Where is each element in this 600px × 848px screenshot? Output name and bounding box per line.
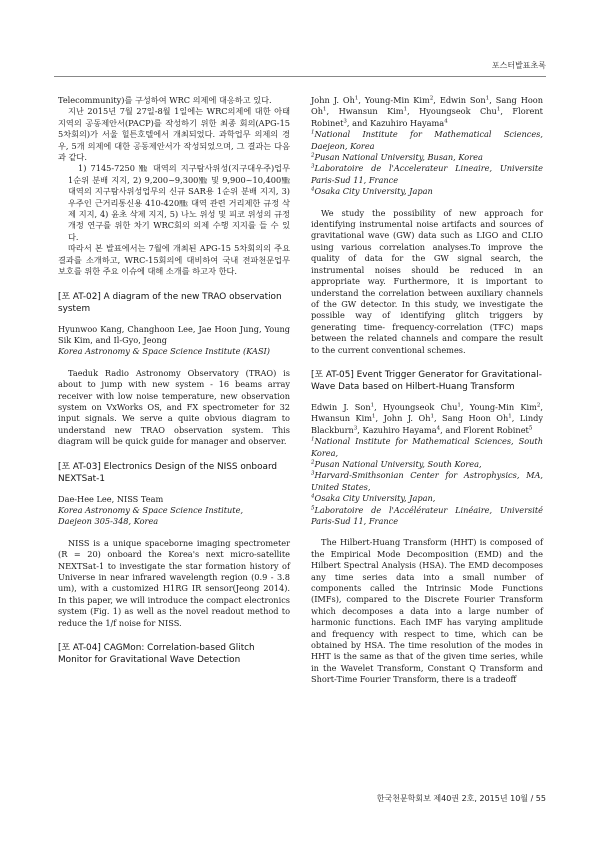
abstract-at03: NISS is a unique spaceborne imaging spectrometer (R = 20) onboard the Korea's next micro-satellite NEXTSat-1 to investigate the star formation history of Universe in near infrared wavelength region (0.9 - 3.8 um), with a customized H1RG IR sensor(Jeong 2014). In this paper, we will introduce the compact electronics system (Fig. 1) as well as the novel readout method to reduce the 1/f noise for NISS. [58, 537, 290, 628]
affiliation-sup: 4 [311, 493, 315, 500]
affiliation-sup: 1 [311, 436, 315, 443]
affiliation-line [311, 505, 543, 528]
author-sup: 3 [343, 118, 347, 125]
affiliation-line [311, 436, 543, 459]
author: and Florent Robinet [445, 424, 529, 435]
affiliation-text: Pusan National University, South Korea, [314, 458, 482, 469]
author-sup: 1 [354, 95, 359, 102]
affiliation-text: Harvard-Smithsonian Center for Astrophysics, MA, United States, [311, 470, 543, 492]
affiliation-line [311, 459, 543, 470]
affiliation-text: Osaka City University, Japan [314, 186, 433, 197]
abstract-title-at05: [포 AT-05] Event Trigger Generator for Gravitational-Wave Data based on Hilbert-Huang Transform [311, 369, 542, 392]
author-sup: 2 [429, 95, 434, 102]
abstract-title-at03: [포 AT-03] Electronics Design of the NISS onboard NEXTSat-1 [58, 461, 278, 484]
affiliation-text: National Institute for Mathematical Sciences, South Korea, [311, 436, 543, 458]
author-sup: 5 [528, 425, 533, 432]
affiliation-at03-line2: Daejeon 305-348, Korea [58, 516, 159, 527]
author: Kazuhiro Hayama [362, 424, 437, 435]
affiliation-at02: Korea Astronomy & Space Science Institute (KASI) [58, 346, 270, 357]
affiliation-line [311, 163, 543, 186]
author: Sang Hoon Oh [311, 95, 543, 117]
affiliation-text: National Institute for Mathematical Sciences, Daejeon, Korea [311, 129, 543, 151]
intro-paragraph-1: Telecommunity)를 구성하여 WRC 의제에 대응하고 있다. [58, 95, 272, 105]
intro-paragraph-2: 지난 2015년 7월 27일-8월 1일에는 WRC의제에 대한 아태지역의 공동제안서(PACP)를 작성하기 위한 최종 회의(APG-15 5차회의)가 서울 힐튼호텔에서 개최되었다. 과학업무 의제의 경우, 5개 의제에 대한 공동제안서가 작성되었으며, 그 결과는 다음과 같다. [58, 106, 290, 163]
authors-at02: Hyunwoo Kang, Changhoon Lee, Jae Hoon Jung, Young Sik Kim, and Il-Gyo, Jeong [58, 323, 290, 345]
author: Florent Robinet [311, 106, 543, 128]
author: Hwansun Kim [311, 413, 373, 424]
author-sup: 1 [430, 413, 434, 420]
affiliation-sup: 2 [311, 152, 315, 159]
affiliation-sup: 3 [311, 470, 315, 477]
author-sup: 2 [536, 402, 541, 409]
author-sup: 1 [508, 413, 512, 420]
author-sup: 1 [485, 95, 490, 102]
author: John J. Oh [311, 95, 355, 105]
authors-at03: Dae-Hee Lee, NISS Team [58, 493, 164, 504]
affiliation-text: Pusan National University, Busan, Korea [314, 152, 483, 163]
author-sup: 1 [403, 106, 408, 113]
affiliation-line [311, 470, 543, 493]
author: Edwin J. Son [311, 401, 371, 412]
intro-agenda-list: 1) 7145-7250 ㎒ 대역의 지구탐사위성(지구대우주)업무 1순위 분배 지지, 2) 9,200~9,300㎒ 및 9,900~10,400㎒대역의 지구탐사위성업무의 신규 SAR용 1순위 분배 지지, 3) 우주인 근거리통신용 410-420㎒ 대역 관련 거리제한 규정 삭제 지지, 4) 윤초 삭제 지지, 5) 나노 위성 및 피코 위성의 규정개정 연구를 위한 차기 WRC회의 의제 수행 지지를 들 수 있다. [68, 163, 290, 242]
author-sup: 1 [370, 402, 375, 409]
author-sup: 1 [496, 106, 501, 113]
right-column [311, 95, 543, 686]
affiliation-sup: 5 [311, 504, 315, 511]
author: Sang Hoon Oh [442, 413, 509, 424]
page-footer: 한국천문학회보 제40권 2호, 2015년 10월 / 55 [376, 794, 546, 803]
abstract-at05: The Hilbert-Huang Transform (HHT) is composed of the Empirical Mode Decomposition (EMD) and the Hilbert Spectral Analysis (HSA). The EMD decomposes any time series data into a small number of components called the Intrinsic Mode Functions (IMFs), compared to the Discrete Fourier Transform which decomposes a data into a large number of harmonic functions. Each IMF has varying amplitude and frequency with respect to time, which can be obtained by HSA. The time resolution of the modes in HHT is the same as that of the given time series, while in the Wavelet Transform, Constant Q Transform and Short-Time Fourier Transform, there is a tradeoff [311, 537, 543, 685]
affiliation-at03-line1: Korea Astronomy & Space Science Institute, [58, 504, 244, 515]
affiliation-sup: 3 [311, 163, 315, 170]
author-sup: 4 [444, 118, 448, 125]
affiliation-line [311, 493, 543, 504]
affiliation-text: Osaka City University, Japan, [314, 493, 436, 504]
intro-paragraph-3: 따라서 본 발표에서는 7월에 개최된 APG-15 5차회의의 주요 결과를 소개하고, WRC-15회의에 대비하여 국내 전파천문업무 보호를 위한 주요 이슈에 대해 소개를 하고자 한다. [58, 243, 290, 277]
author: Hyoungseok Chu [419, 106, 497, 117]
author: Hyoungseok Chu [382, 401, 458, 412]
abstract-at02: Taeduk Radio Astronomy Observatory (TRAO) is about to jump with new system - 16 beams array receiver with low noise temperature, new observation system on VxWorks OS, and FX spectrometer for 32 input signals. We serve a quite obvious diagram to understand new TRAO observation system. This diagram will be quick guide for manager and observer. [58, 367, 290, 447]
header-divider [54, 76, 546, 77]
section-header-label: 포스터발표초록 [491, 61, 546, 70]
author-sup: 1 [457, 402, 461, 409]
author-sup: 1 [323, 106, 327, 113]
affiliation-text: Laboratoire de l'Accélérateur Linéaire, Université Paris-Sud 11, France [311, 504, 543, 526]
author: Young-Min Kim [364, 95, 430, 105]
author-sup: 3 [353, 425, 358, 432]
left-column [58, 95, 290, 675]
author: John J. Oh [383, 413, 431, 424]
abstract-title-at02: [포 AT-02] A diagram of the new TRAO observation system [58, 291, 282, 314]
affiliation-line [311, 152, 543, 163]
author: Lindy Blackburn [311, 413, 543, 435]
author-sup: 1 [372, 413, 376, 420]
affiliation-sup: 1 [311, 129, 315, 136]
author: Young-Min Kim [469, 401, 537, 412]
affiliation-sup: 2 [311, 459, 315, 466]
abstract-title-at04: [포 AT-04] CAGMon: Correlation-based Glitch Monitor for Gravitational Wave Detection [58, 643, 255, 666]
affiliation-line [311, 186, 543, 197]
authors-at04: John J. Oh$^1$, Young-Min Kim$^2$, Edwin Son$^1$, Sang Hoon Oh$^1$, Hwansun Kim$^1$, Hyoungseok Chu$^1$, Florent Robinet$^3$, and Kazuhiro Hayama$^4$ [311, 95, 543, 128]
author-sup: 4 [436, 425, 441, 432]
affiliation-sup: 4 [311, 186, 315, 193]
affiliation-text: Laboratoire de l'Accelerateur Lineaire, Universite Paris-Sud 11, France [311, 163, 543, 185]
abstract-at04: We study the possibility of new approach for identifying instrumental noise artifacts and sources of gravitational wave (GW) data such as LIGO and CLIO using various correlation analyses.To improve the quality of data for the GW signal search, the instrumental noises should be reduced in an appropriate way. Furthermore, it is important to understand the correlation between auxiliary channels of the GW detector. In this study, we investigate the possible way of identifying glitch triggers by generating time- frequency-correlation (TFC) maps between the related channels and compare the result to the current conventional schemes. [311, 207, 543, 355]
affiliation-line [311, 129, 543, 152]
author: Edwin Son [439, 95, 486, 105]
authors-at05: Edwin J. Son$^1$, Hyoungseok Chu$^1$, Young-Min Kim$^2$, Hwansun Kim$^1$, John J. Oh$^1$, Sang Hoon Oh$^1$, Lindy Blackburn$^3$, Kazuhiro Hayama$^4$, and Florent Robinet$^5$ [311, 401, 543, 435]
author: Hwansun Kim [338, 106, 404, 117]
author: and Kazuhiro Hayama [352, 117, 445, 128]
